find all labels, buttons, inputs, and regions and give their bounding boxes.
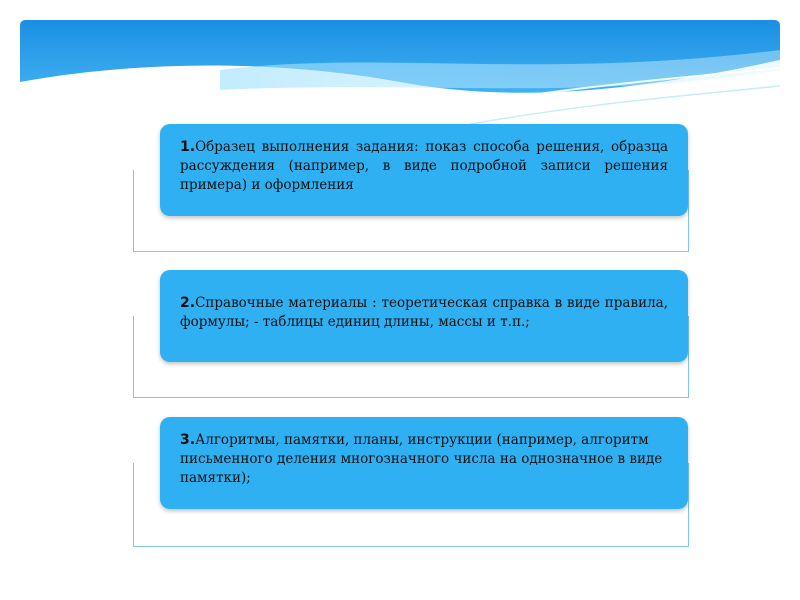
item-text: Образец выполнения задания: показ способа решения, образца рассуждения (например, в виде подробной записи решения примера) и оформления: [180, 139, 668, 193]
header-banner: [20, 20, 780, 140]
wave-decoration: [20, 20, 780, 140]
list-item-3: [133, 417, 689, 547]
item-card: [160, 270, 688, 362]
item-number: 3.: [180, 432, 196, 448]
item-text: Справочные материалы : теоретическая справка в виде правила, формулы; - таблицы единиц длины, массы и т.п.;: [180, 295, 668, 330]
item-number: 1.: [180, 139, 196, 155]
item-card: [160, 417, 688, 509]
item-text: Алгоритмы, памятки, планы, инструкции (например, алгоритм письменного деления многозначного числа на однозначное в виде памятки);: [180, 432, 663, 486]
list-item-2: [133, 270, 689, 398]
list-item-1: [133, 124, 689, 252]
item-card: [160, 124, 688, 216]
item-number: 2.: [180, 295, 196, 311]
